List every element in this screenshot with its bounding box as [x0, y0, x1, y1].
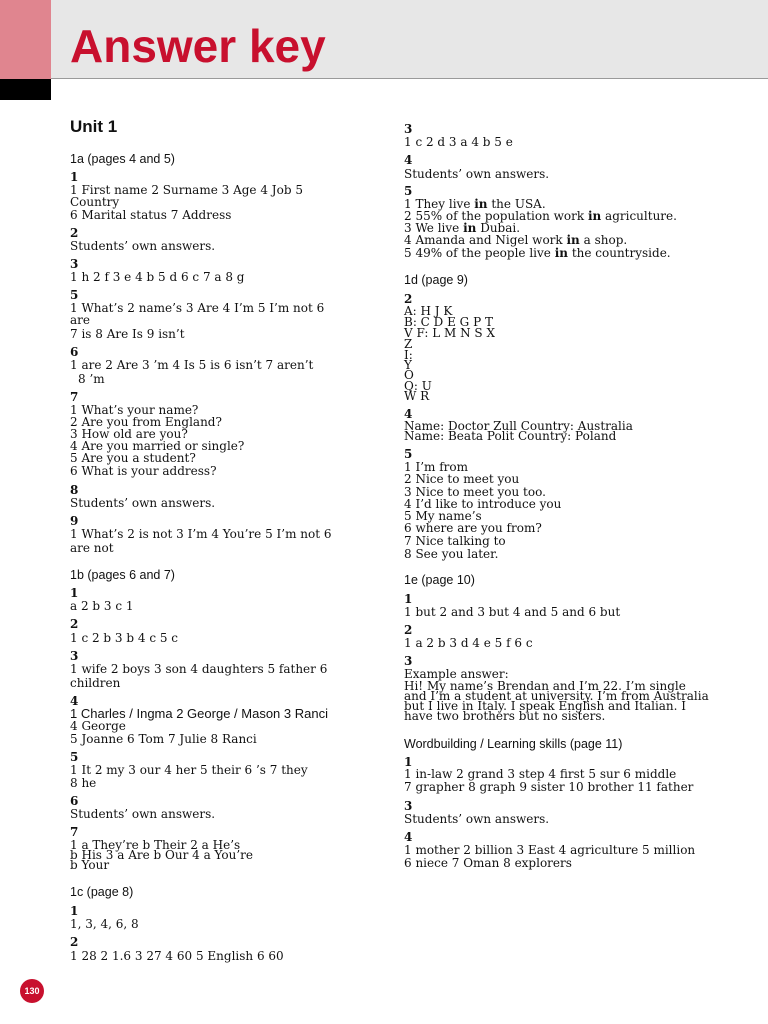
answer-line: 1 in-law 2 grand 3 step 4 first 5 sur 6 middle — [404, 767, 677, 781]
answer-line: b Your — [70, 858, 110, 872]
page-title: Answer key — [70, 20, 326, 72]
answer-line: Name: Doctor Zull Country: Australia — [404, 419, 633, 433]
header-black-tab — [0, 79, 51, 100]
exercise-number: 7 — [70, 825, 79, 839]
section-heading: 1c (page 8) — [70, 885, 134, 899]
exercise-number: 9 — [70, 514, 79, 528]
answer-line: Y — [404, 358, 412, 372]
exercise-number: 1 — [404, 592, 413, 606]
exercise-number: 8 — [70, 483, 79, 497]
exercise-number: 1 — [404, 755, 413, 769]
answer-line: 3 Nice to meet you too. — [404, 485, 546, 499]
answer-line: 1 28 2 1.6 3 27 4 60 5 English 6 60 — [70, 949, 284, 963]
answer-line: 8 See you later. — [404, 547, 499, 561]
exercise-number: 1 — [70, 904, 79, 918]
exercise-number: 3 — [70, 257, 79, 271]
exercise-number: 5 — [404, 447, 413, 461]
answer-line: 3 We live in Dubai. — [404, 221, 521, 235]
answer-line: 1 a 2 b 3 d 4 e 5 f 6 c — [404, 636, 533, 650]
exercise-number: 1 — [70, 586, 79, 600]
answer-line: 1 I’m from — [404, 460, 468, 474]
header-accent-block — [0, 0, 51, 79]
answer-line: 8 he — [70, 776, 97, 790]
answer-line: 5 49% of the people live in the countryside. — [404, 246, 671, 260]
answer-line: 7 is 8 Are Is 9 isn’t — [70, 327, 185, 341]
section-heading: 1a (pages 4 and 5) — [70, 152, 175, 166]
answer-line: Hi! My name’s Brendan and I’m 22. I’m single — [404, 679, 686, 693]
answer-line: 1 What’s your name? — [70, 403, 199, 417]
exercise-number: 6 — [70, 794, 79, 808]
answer-line: 1 Charles / Ingma 2 George / Mason 3 Ranci — [70, 706, 328, 721]
answer-line: 1 mother 2 billion 3 East 4 agriculture 5 million — [404, 843, 696, 857]
exercise-number: 3 — [404, 799, 413, 813]
answer-line: Country — [70, 195, 120, 209]
answer-line: 1 What’s 2 is not 3 I’m 4 You’re 5 I’m not 6 — [70, 527, 332, 541]
answer-line: 6 What is your address? — [70, 464, 217, 478]
answer-line: 1 c 2 b 3 b 4 c 5 c — [70, 631, 179, 645]
exercise-number: 3 — [404, 654, 413, 668]
answer-line: b His 3 a Are b Our 4 a You’re — [70, 848, 254, 862]
answer-line: 4 Are you married or single? — [70, 439, 245, 453]
answer-line: 2 Nice to meet you — [404, 472, 520, 486]
exercise-number: 7 — [70, 390, 79, 404]
exercise-number: 4 — [404, 153, 413, 167]
answer-line: 2 Are you from England? — [70, 415, 222, 429]
answer-line: W R — [404, 389, 430, 403]
answer-line: 2 55% of the population work in agriculture. — [404, 209, 677, 223]
exercise-number: 2 — [70, 226, 79, 240]
answer-line: A: H J K — [404, 304, 453, 318]
section-heading: 1e (page 10) — [404, 573, 475, 587]
answer-line: Q: U — [404, 379, 432, 393]
section-heading: 1b (pages 6 and 7) — [70, 568, 175, 582]
exercise-number: 4 — [404, 407, 413, 421]
exercise-number: 4 — [404, 830, 413, 844]
answer-line: 3 How old are you? — [70, 427, 188, 441]
exercise-number: 2 — [404, 292, 413, 306]
exercise-number: 5 — [70, 750, 79, 764]
answer-line: 1 What’s 2 name’s 3 Are 4 I’m 5 I’m not 6 — [70, 301, 325, 315]
answer-line: 6 where are you from? — [404, 521, 542, 535]
exercise-number: 3 — [70, 649, 79, 663]
answer-line: B: C D E G P T — [404, 315, 493, 329]
answer-line: Students’ own answers. — [404, 812, 550, 826]
answer-line: 1 a They’re b Their 2 a He’s — [70, 838, 241, 852]
exercise-number: 2 — [70, 617, 79, 631]
answer-line: 7 Nice talking to — [404, 534, 506, 548]
exercise-number: 1 — [70, 170, 79, 184]
answer-line: 1 wife 2 boys 3 son 4 daughters 5 father 6 — [70, 662, 328, 676]
answer-line: 1 c 2 d 3 a 4 b 5 e — [404, 135, 513, 149]
answer-line: Students’ own answers. — [404, 167, 550, 181]
answer-line: Z — [404, 337, 413, 351]
answer-line: 5 Joanne 6 Tom 7 Julie 8 Ranci — [70, 732, 257, 746]
exercise-number: 5 — [404, 184, 413, 198]
answer-line: 4 Amanda and Nigel work in a shop. — [404, 233, 628, 247]
answer-line: are — [70, 313, 90, 327]
section-heading: 1d (page 9) — [404, 273, 468, 287]
answer-line: 6 Marital status 7 Address — [70, 208, 232, 222]
answer-line: a 2 b 3 c 1 — [70, 599, 134, 613]
section-heading: Wordbuilding / Learning skills (page 11) — [404, 737, 623, 751]
answer-line: 1 are 2 Are 3 ’m 4 Is 5 is 6 isn’t 7 aren’t — [70, 358, 314, 372]
answer-line: Students’ own answers. — [70, 239, 216, 253]
answer-line: 7 grapher 8 graph 9 sister 10 brother 11 father — [404, 780, 694, 794]
answer-line: Example answer: — [404, 667, 509, 681]
answer-line: and I’m a student at university. I’m from Australia — [404, 689, 709, 703]
exercise-number: 2 — [404, 623, 413, 637]
answer-line: but I live in Italy. I speak English and Italian. I — [404, 699, 687, 713]
answer-line: 6 niece 7 Oman 8 explorers — [404, 856, 572, 870]
unit-title: Unit 1 — [70, 117, 118, 136]
answer-line: 8 ’m — [78, 372, 105, 386]
answer-line: 4 I’d like to introduce you — [404, 497, 562, 511]
page-number-badge: 130 — [20, 979, 44, 1003]
answer-line: Students’ own answers. — [70, 807, 216, 821]
exercise-number: 5 — [70, 288, 79, 302]
exercise-number: 6 — [70, 345, 79, 359]
answer-line: 5 My name’s — [404, 509, 482, 523]
answer-line: have two brothers but no sisters. — [404, 709, 606, 723]
answer-line: 1 It 2 my 3 our 4 her 5 their 6 ’s 7 they — [70, 763, 308, 777]
answer-line: 1, 3, 4, 6, 8 — [70, 917, 139, 931]
answer-line: 1 They live in the USA. — [404, 197, 546, 211]
answer-line: V F: L M N S X — [404, 326, 496, 340]
answer-line: Students’ own answers. — [70, 496, 216, 510]
answer-line: I: — [404, 348, 413, 362]
answer-line: 4 George — [70, 719, 126, 733]
answer-line: Name: Beata Polit Country: Poland — [404, 429, 617, 443]
answer-line: children — [70, 676, 121, 690]
answer-line: 1 h 2 f 3 e 4 b 5 d 6 c 7 a 8 g — [70, 270, 245, 284]
answer-line: O — [404, 368, 414, 382]
exercise-number: 2 — [70, 935, 79, 949]
answer-line: 1 but 2 and 3 but 4 and 5 and 6 but — [404, 605, 621, 619]
exercise-number: 4 — [70, 694, 79, 708]
answer-line: 1 First name 2 Surname 3 Age 4 Job 5 — [70, 183, 303, 197]
exercise-number: 3 — [404, 122, 413, 136]
answer-line: are not — [70, 541, 114, 555]
answer-line: 5 Are you a student? — [70, 451, 196, 465]
